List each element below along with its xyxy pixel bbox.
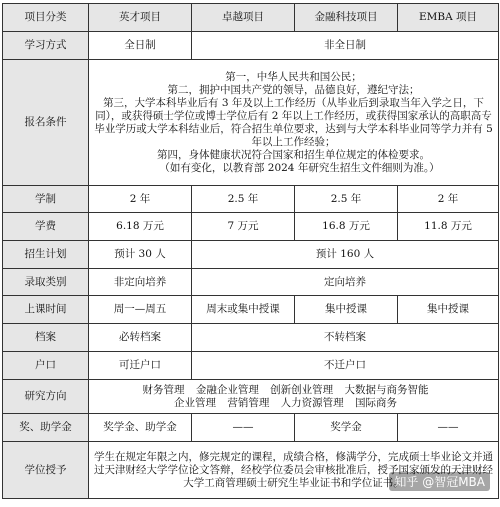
archive-label: 档案 — [3, 324, 89, 352]
program-yingcai: 英才项目 — [89, 4, 192, 32]
enrollment-full-time: 预计 30 人 — [89, 241, 192, 269]
degree-text: 学生在规定年限之内，修完规定的课程，成绩合格，修满学分，完成硕士毕业论文并通过天津财经大学学位论文答辩，经校学位委员会审核批准后，授予国家颁发的天津财经大学工商管理硕士研究生毕业证书和学位证书。 — [89, 442, 499, 499]
program-emba: EMBA 项目 — [398, 4, 499, 32]
admission-type-label: 录取类别 — [3, 269, 89, 296]
condition-3: 第三，大学本科毕业后有 3 年及以上工作经历（从毕业后到录取当年入学之日，下同），或获得硕士学位或博士学位后有 2 年以上工作经历，或获得国家承认的高职高专毕业学历或大学本科结业后，符合招生单位要求，达到与大学本科毕业同等学力并有 5 年以上工作经验； — [94, 96, 493, 148]
watermark: 知乎 @智冠MBA — [389, 472, 490, 491]
scholarship-value: —— — [398, 414, 499, 442]
research-field: 营销管理 — [227, 396, 270, 409]
study-mode-label: 学习方式 — [3, 32, 89, 60]
research-label: 研究方向 — [3, 380, 89, 414]
part-time-cell: 非全日制 — [192, 32, 499, 60]
duration-label: 学制 — [3, 186, 89, 213]
scholarship-value: 奖学金、助学金 — [89, 414, 192, 442]
archive-row — [3, 324, 499, 352]
class-time-label: 上课时间 — [3, 296, 89, 324]
hukou-row — [3, 352, 499, 380]
condition-1: 第一，中华人民共和国公民； — [225, 70, 362, 83]
scholarship-row — [3, 414, 499, 442]
conditions-label: 报名条件 — [3, 60, 89, 186]
header-row — [3, 4, 499, 32]
program-zhuoyue: 卓越项目 — [192, 4, 295, 32]
duration-value: 2.5 年 — [295, 186, 398, 213]
research-field: 企业管理 — [173, 396, 216, 409]
research-field: 人力资源管理 — [280, 396, 344, 409]
enrollment-label: 招生计划 — [3, 241, 89, 269]
tuition-value: 16.8 万元 — [295, 213, 398, 241]
archive-full-time: 必转档案 — [89, 324, 192, 352]
scholarship-value: 奖学金 — [295, 414, 398, 442]
program-fintech: 金融科技项目 — [295, 4, 398, 32]
duration-value: 2 年 — [89, 186, 192, 213]
class-time-value: 集中授课 — [295, 296, 398, 324]
archive-part-time: 不转档案 — [192, 324, 499, 352]
tuition-value: 11.8 万元 — [398, 213, 499, 241]
hukou-full-time: 可迁户口 — [89, 352, 192, 380]
category-label: 项目分类 — [3, 4, 89, 32]
research-fields-row — [92, 384, 487, 397]
conditions-row — [3, 60, 499, 186]
class-time-value: 集中授课 — [398, 296, 499, 324]
admission-part-time: 定向培养 — [192, 269, 499, 296]
condition-2: 第二，拥护中国共产党的领导，品德良好，遵纪守法； — [167, 83, 420, 96]
duration-value: 2.5 年 — [192, 186, 295, 213]
hukou-label: 户口 — [3, 352, 89, 380]
research-field: 国际商务 — [355, 396, 398, 409]
research-row — [3, 380, 499, 414]
enrollment-row — [3, 241, 499, 269]
research-field: 创新创业管理 — [270, 383, 334, 396]
program-comparison-table — [2, 3, 499, 499]
class-time-row — [3, 296, 499, 324]
condition-4: 第四，身体健康状况符合国家和招生单位规定的体检要求。 — [157, 148, 430, 161]
scholarship-label: 奖、助学金 — [3, 414, 89, 442]
study-mode-row — [3, 32, 499, 60]
duration-value: 2 年 — [398, 186, 499, 213]
duration-row — [3, 186, 499, 213]
tuition-label: 学费 — [3, 213, 89, 241]
enrollment-part-time: 预计 160 人 — [192, 241, 499, 269]
hukou-part-time: 不迁户口 — [192, 352, 499, 380]
admission-full-time: 非定向培养 — [89, 269, 192, 296]
tuition-value: 6.18 万元 — [89, 213, 192, 241]
admission-type-row — [3, 269, 499, 296]
tuition-row — [3, 213, 499, 241]
research-field: 大数据与商务智能 — [344, 383, 429, 396]
research-field: 财务管理 — [142, 383, 185, 396]
full-time-cell: 全日制 — [89, 32, 192, 60]
class-time-value: 周末或集中授课 — [192, 296, 295, 324]
scholarship-value: —— — [192, 414, 295, 442]
class-time-value: 周一—周五 — [89, 296, 192, 324]
tuition-value: 7 万元 — [192, 213, 295, 241]
research-fields-row — [92, 397, 487, 410]
condition-note: （如有变化，以教育部 2024 年研究生招生文件细则为准。） — [159, 161, 440, 174]
conditions-text — [89, 60, 499, 186]
research-field: 金融企业管理 — [195, 383, 259, 396]
research-fields — [89, 380, 499, 414]
degree-label: 学位授予 — [3, 442, 89, 499]
